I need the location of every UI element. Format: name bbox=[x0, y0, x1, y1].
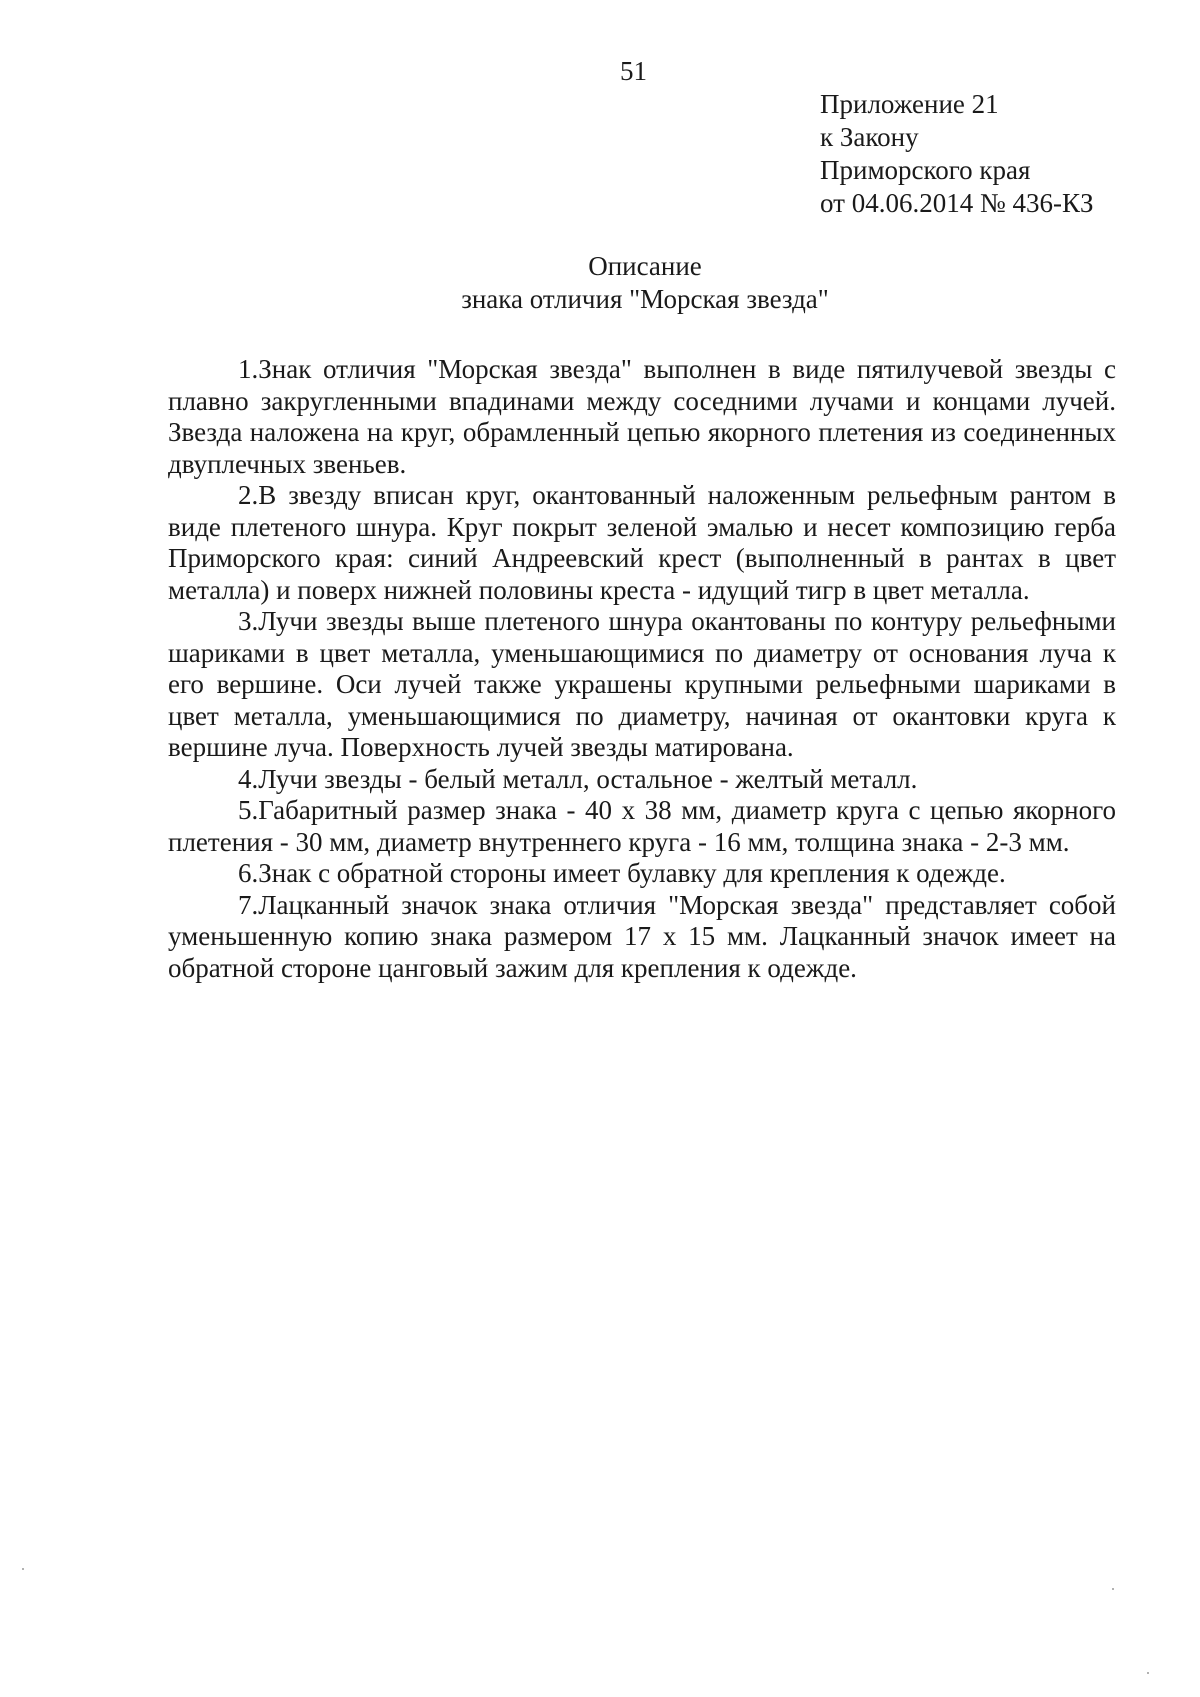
document-title bbox=[0, 250, 1200, 316]
title-line: Описание bbox=[588, 251, 702, 281]
scan-speck bbox=[1112, 1588, 1114, 1590]
scan-speck bbox=[22, 1568, 24, 1570]
scan-speck bbox=[1147, 1672, 1149, 1674]
paragraph-7: 7.Лацканный значок знака отличия "Морская звезда" представляет собой уменьшенную копию знака размером 17 х 15 мм. Лацканный значок имеет на обратной стороне цанговый зажим для крепления к одежде. bbox=[168, 889, 1116, 983]
page-number: 51 bbox=[620, 56, 647, 86]
paragraph-1: 1.Знак отличия "Морская звезда" выполнен в виде пятилучевой звезды с плавно закругленными впадинами между соседними лучами и концами лучей. Звезда наложена на круг, обрамленный цепью якорного плетения из соединенных двуплечных звеньев. bbox=[168, 354, 1116, 479]
paragraph-4: 4.Лучи звезды - белый металл, остальное - желтый металл. bbox=[238, 763, 918, 794]
paragraph-5: 5.Габаритный размер знака - 40 х 38 мм, диаметр круга с цепью якорного плетения - 30 мм, диаметр внутреннего круга - 16 мм, толщина знака - 2-3 мм. bbox=[168, 795, 1116, 857]
appendix-line: Приложение 21 bbox=[820, 89, 999, 119]
document-body bbox=[168, 354, 1116, 984]
appendix-line: от 04.06.2014 № 436-КЗ bbox=[820, 188, 1094, 218]
paragraph-6: 6.Знак с обратной стороны имеет булавку для крепления к одежде. bbox=[238, 858, 1006, 888]
title-line: знака отличия "Морская звезда" bbox=[461, 284, 829, 314]
appendix-line: Приморского края bbox=[820, 155, 1031, 185]
appendix-line: к Закону bbox=[820, 122, 919, 152]
paragraph-3: 3.Лучи звезды выше плетеного шнура окантованы по контуру рельефными шариками в цвет металла, уменьшающимися по диаметру от основания луча к его вершине. Оси лучей также украшены крупными рельефными шариками в цвет металла, уменьшающимися по диаметру, начиная от окантовки круга к вершине луча. Поверхность лучей звезды матирована. bbox=[168, 606, 1116, 762]
paragraph-2: 2.В звезду вписан круг, окантованный наложенным рельефным рантом в виде плетеного шнура. Круг покрыт зеленой эмалью и несет композицию герба Приморского края: синий Андреевский крест (выполненный в рантах в цвет металла) и поверх нижней половины креста - идущий тигр в цвет металла. bbox=[168, 480, 1116, 605]
appendix-header bbox=[820, 88, 1093, 220]
